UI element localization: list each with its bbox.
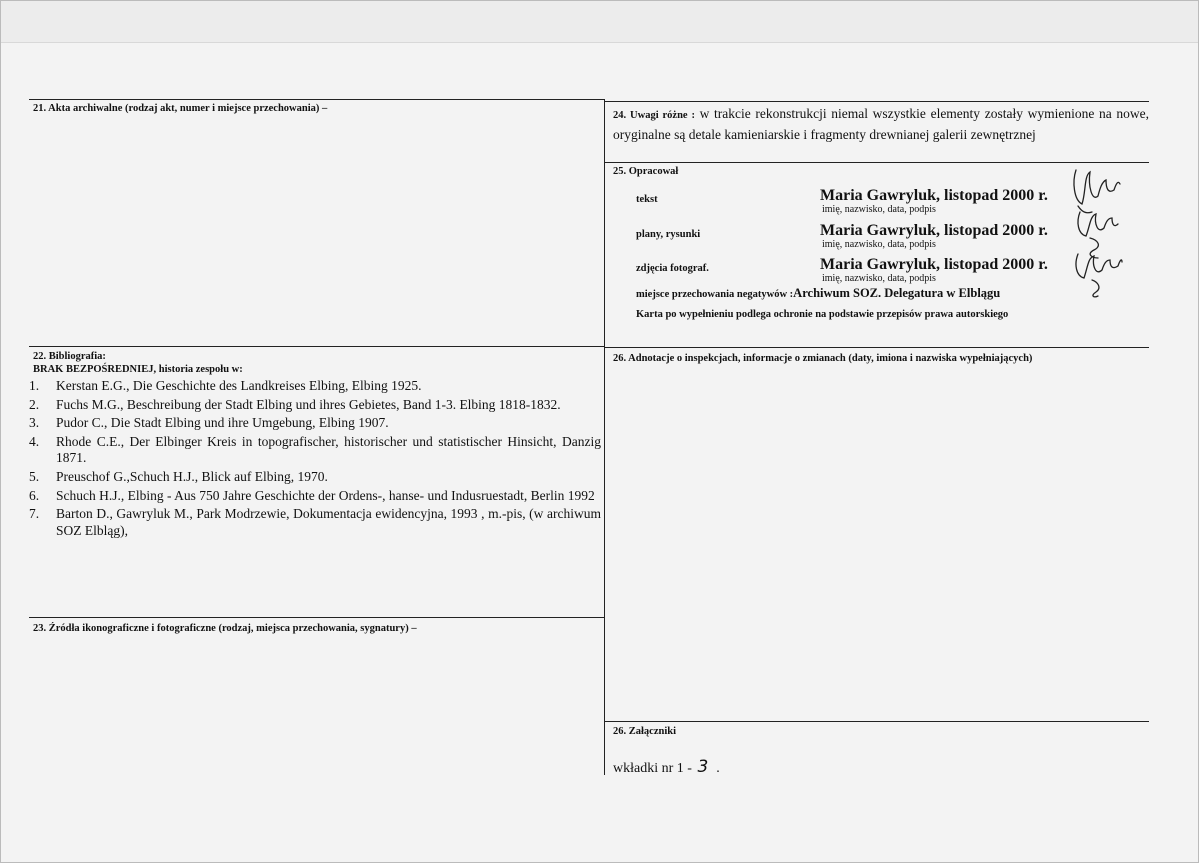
s25-row-name: Maria Gawryluk, listopad 2000 r. — [820, 187, 1048, 204]
bibliography-item — [29, 469, 601, 486]
bibliography-item — [29, 506, 601, 539]
s22-sublabel: BRAK BEZPOŚREDNIEJ, historia zespołu w: — [33, 364, 243, 375]
bibliography-number: 6. — [29, 487, 40, 503]
s25-label: 25. Opracował — [613, 166, 679, 177]
s25-row-photos — [636, 258, 1106, 288]
bibliography-item — [29, 378, 601, 395]
s25-row-label: zdjęcia fotograf. — [636, 263, 709, 274]
rule-middle-right — [605, 347, 1149, 348]
signature-image — [1068, 162, 1138, 302]
bibliography-number: 5. — [29, 468, 40, 484]
s25-negatives — [636, 286, 1000, 301]
s21-label: 21. Akta archiwalne (rodzaj akt, numer i miejsce przechowania) – — [33, 103, 328, 114]
rule-s26b-top — [605, 721, 1149, 722]
s25-row-text — [636, 189, 1106, 219]
s26a-label: 26. Adnotacje o inspekcjach, informacje o zmianach (daty, imiona i nazwiska wypełniających) — [613, 353, 1033, 364]
bibliography-list — [29, 378, 601, 541]
rule-middle-left — [29, 346, 605, 347]
rule-s23-top — [29, 617, 605, 618]
bibliography-item — [29, 397, 601, 414]
bibliography-number: 4. — [29, 433, 40, 449]
attachments-text — [613, 757, 720, 777]
bibliography-number: 2. — [29, 396, 40, 412]
bibliography-number: 1. — [29, 378, 40, 393]
bibliography-text: Preuschof G.,Schuch H.J., Blick auf Elbing, 1970. — [56, 468, 328, 484]
bibliography-item — [29, 488, 601, 505]
bibliography-number: 3. — [29, 415, 40, 431]
s22-label: 22. Bibliografia: — [33, 351, 106, 362]
s24-text: w trakcie rekonstrukcji niemal wszystkie elementy zostały wymienione na nowe, oryginalne są detale kamieniarskie i fragmenty drewnianej galerii zewnętrznej — [613, 106, 1149, 142]
s25-row-name: Maria Gawryluk, listopad 2000 r. — [820, 256, 1048, 273]
s25-row-label: plany, rysunki — [636, 229, 701, 240]
s25-row-label: tekst — [636, 194, 658, 205]
bibliography-number: 7. — [29, 506, 40, 522]
s24-remarks — [613, 104, 1149, 144]
s25-copyright: Karta po wypełnieniu podlega ochronie na podstawie przepisów prawa autorskiego — [636, 309, 1009, 320]
attachments-label: wkładki nr 1 - — [613, 761, 692, 776]
s24-label: 24. Uwagi różne : — [613, 110, 695, 121]
s25-row-plans — [636, 224, 1106, 254]
s23-label: 23. Źródła ikonograficzne i fotograficzne (rodzaj, miejsca przechowania, sygnatury) – — [33, 623, 417, 634]
s25-row-name: Maria Gawryluk, listopad 2000 r. — [820, 222, 1048, 239]
bibliography-text: Kerstan E.G., Die Geschichte des Landkreises Elbing, Elbing 1925. — [56, 378, 422, 393]
bibliography-item — [29, 415, 601, 432]
bibliography-text: Barton D., Gawryluk M., Park Modrzewie, Dokumentacja ewidencyjna, 1993 , m.-pis, (w archiwum SOZ Elbląg), — [56, 506, 601, 538]
bibliography-text: Schuch H.J., Elbing - Aus 750 Jahre Geschichte der Ordens-, hanse- und Indusruestadt, Berlin 1992 — [56, 487, 595, 503]
rule-top-right — [605, 101, 1149, 102]
s25-negatives-label: miejsce przechowania negatywów : — [636, 289, 794, 300]
bibliography-text: Rhode C.E., Der Elbinger Kreis in topografischer, historischer und statistischer Hinsicht, Danzig 1871. — [56, 433, 601, 466]
s25-row-sub: imię, nazwisko, data, podpis — [822, 204, 936, 215]
bibliography-text: Fuchs M.G., Beschreibung der Stadt Elbing und ihres Gebietes, Band 1-3. Elbing 1818-1832. — [56, 396, 561, 412]
column-divider — [604, 99, 605, 775]
s26b-label: 26. Załączniki — [613, 726, 677, 737]
s25-row-sub: imię, nazwisko, data, podpis — [822, 239, 936, 250]
attachments-dot: . — [716, 761, 720, 776]
bibliography-text: Pudor C., Die Stadt Elbing und ihre Umgebung, Elbing 1907. — [56, 415, 389, 431]
s25-row-sub: imię, nazwisko, data, podpis — [822, 273, 936, 284]
bibliography-item — [29, 434, 601, 467]
s25-negatives-value: Archiwum SOZ. Delegatura w Elblągu — [793, 286, 1001, 300]
rule-top-left — [29, 99, 605, 100]
attachments-handwritten-number: 3 — [697, 757, 709, 777]
